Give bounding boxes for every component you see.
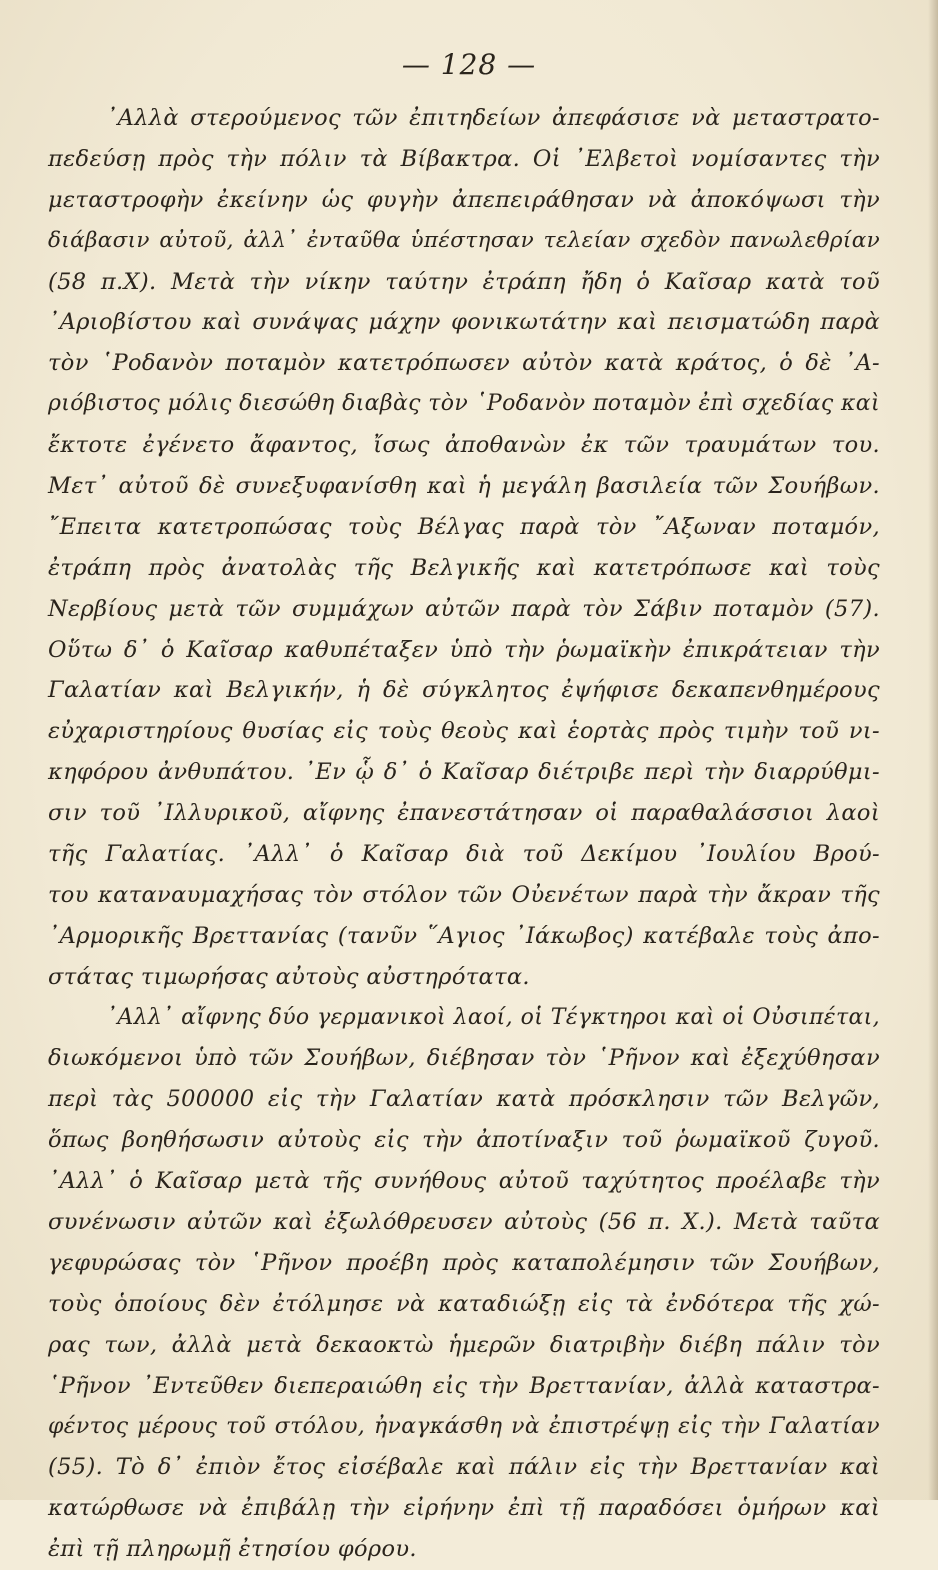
page-edge-shadow [928, 0, 938, 1500]
text-line: γεφυρώσας τὸν ῾Ρῆνον προέβη πρὸς καταπολέμησιν τῶν Σουήβων, [48, 1249, 880, 1276]
text-line: τῆς Γαλατίας. ᾿Αλλ᾿ ὁ Καῖσαρ διὰ τοῦ Δεκίμου ᾿Ιουλίου Βρού- [48, 841, 880, 868]
page-number: — 128 — [401, 48, 537, 81]
text-line: μεταστροφὴν ἐκείνην ὡς φυγὴν ἀπεπειράθησαν νὰ ἀποκόψωσι τὴν [48, 186, 880, 213]
text-line: του καταναυμαχήσας τὸν στόλον τῶν Οὐενέτων παρὰ τὴν ἄκραν τῆς [48, 881, 880, 908]
text-line: (55). Τὸ δ᾿ ἐπιὸν ἔτος εἰσέβαλε καὶ πάλιν εἰς τὴν Βρεττανίαν καὶ [48, 1454, 880, 1481]
text-line: ᾿Αριοβίστου καὶ συνάψας μάχην φονικωτάτην καὶ πεισματώδη παρὰ [48, 309, 880, 336]
text-line: τὸν ῾Ροδανὸν ποταμὸν κατετρόπωσεν αὐτὸν κατὰ κράτος, ὁ δὲ ᾿Α- [48, 350, 880, 377]
text-line: σιν τοῦ ᾿Ιλλυρικοῦ, αἴφνης ἐπανεστάτησαν οἱ παραθαλάσσιοι λαοὶ [48, 800, 880, 827]
text-line: στάτας τιμωρήσας αὐτοὺς αὐστηρότατα. [48, 963, 530, 990]
text-line: ᾿Αλλ᾿ αἴφνης δύο γερμανικοὶ λαοί, οἱ Τέγκτηροι καὶ οἱ Οὐσιπέται, [106, 1004, 880, 1030]
text-line: Γαλατίαν καὶ Βελγικήν, ἡ δὲ σύγκλητος ἐψήφισε δεκαπενθημέρους [48, 677, 880, 704]
text-line: ἐτράπη πρὸς ἀνατολὰς τῆς Βελγικῆς καὶ κατετρόπωσε καὶ τοὺς [48, 554, 880, 581]
text-line: κηφόρου ἀνθυπάτου. ᾿Εν ᾧ δ᾿ ὁ Καῖσαρ διέτριβε περὶ τὴν διαρρύθμι- [48, 759, 880, 786]
body-text [48, 98, 880, 1570]
text-line: εὐχαριστηρίους θυσίας εἰς τοὺς θεοὺς καὶ ἑορτὰς πρὸς τιμὴν τοῦ νι- [48, 718, 880, 745]
text-line: διωκόμενοι ὑπὸ τῶν Σουήβων, διέβησαν τὸν ῾Ρῆνον καὶ ἐξεχύθησαν [48, 1045, 880, 1072]
text-line: ῎Επειτα κατετροπώσας τοὺς Βέλγας παρὰ τὸν ῎Αξωναν ποταμόν, [48, 513, 880, 540]
text-line: ᾿Αλλὰ στερούμενος τῶν ἐπιτηδείων ἀπεφάσισε νὰ μεταστρατο- [106, 105, 880, 131]
text-line: ρας των, ἀλλὰ μετὰ δεκαοκτὼ ἡμερῶν διατριβὴν διέβη πάλιν τὸν [48, 1331, 880, 1358]
text-line: περὶ τὰς 500000 εἰς τὴν Γαλατίαν κατὰ πρόσκλησιν τῶν Βελγῶν, [48, 1086, 880, 1113]
text-line: ἐπὶ τῇ πληρωμῇ ἐτησίου φόρου. [48, 1536, 417, 1563]
text-line: ᾿Αλλ᾿ ὁ Καῖσαρ μετὰ τῆς συνήθους αὐτοῦ ταχύτητος προέλαβε τὴν [48, 1168, 880, 1195]
text-line: ριόβιστος μόλις διεσώθη διαβὰς τὸν ῾Ροδανὸν ποταμὸν ἐπὶ σχεδίας καὶ [48, 391, 880, 417]
text-line: διάβασιν αὐτοῦ, ἀλλ᾿ ἐνταῦθα ὑπέστησαν τελείαν σχεδὸν πανωλεθρίαν [48, 227, 880, 253]
text-line: ᾿Αρμορικῆς Βρεττανίας (τανῦν ῞Αγιος ᾿Ιάκωβος) κατέβαλε τοὺς ἀπο- [48, 922, 880, 949]
text-line: Οὕτω δ᾿ ὁ Καῖσαρ καθυπέταξεν ὑπὸ τὴν ῥωμαϊκὴν ἐπικράτειαν τὴν [48, 636, 880, 663]
text-line: φέντος μέρους τοῦ στόλου, ἠναγκάσθη νὰ ἐπιστρέψῃ εἰς τὴν Γαλατίαν [48, 1413, 880, 1439]
text-line: Μετ᾿ αὐτοῦ δὲ συνεξυφανίσθη καὶ ἡ μεγάλη βασιλεία τῶν Σουήβων. [48, 473, 880, 500]
text-line: (58 π.Χ). Μετὰ τὴν νίκην ταύτην ἐτράπη ἤδη ὁ Καῖσαρ κατὰ τοῦ [48, 268, 880, 295]
text-line: κατώρθωσε νὰ ἐπιβάλῃ τὴν εἰρήνην ἐπὶ τῇ παραδόσει ὁμήρων καὶ [48, 1495, 880, 1522]
text-line: πεδεύσῃ πρὸς τὴν πόλιν τὰ Βίβακτρα. Οἱ ᾿Ελβετοὶ νομίσαντες τὴν [48, 145, 880, 172]
text-line: τοὺς ὁποίους δὲν ἐτόλμησε νὰ καταδιώξῃ εἰς τὰ ἐνδότερα τῆς χώ- [48, 1290, 880, 1317]
text-line: ἔκτοτε ἐγένετο ἄφαντος, ἴσως ἀποθανὼν ἐκ τῶν τραυμάτων του. [48, 432, 880, 459]
text-line: Νερβίους μετὰ τῶν συμμάχων αὐτῶν παρὰ τὸν Σάβιν ποταμὸν (57). [48, 595, 880, 622]
text-line: ὅπως βοηθήσωσιν αὐτοὺς εἰς τὴν ἀποτίναξιν τοῦ ῥωμαϊκοῦ ζυγοῦ. [48, 1127, 880, 1154]
text-line: συνένωσιν αὐτῶν καὶ ἐξωλόθρευσεν αὐτοὺς (56 π. Χ.). Μετὰ ταῦτα [48, 1209, 880, 1236]
text-line: ῾Ρῆνον ᾿Εντεῦθεν διεπεραιώθη εἰς τὴν Βρεττανίαν, ἀλλὰ καταστρα- [48, 1372, 880, 1399]
